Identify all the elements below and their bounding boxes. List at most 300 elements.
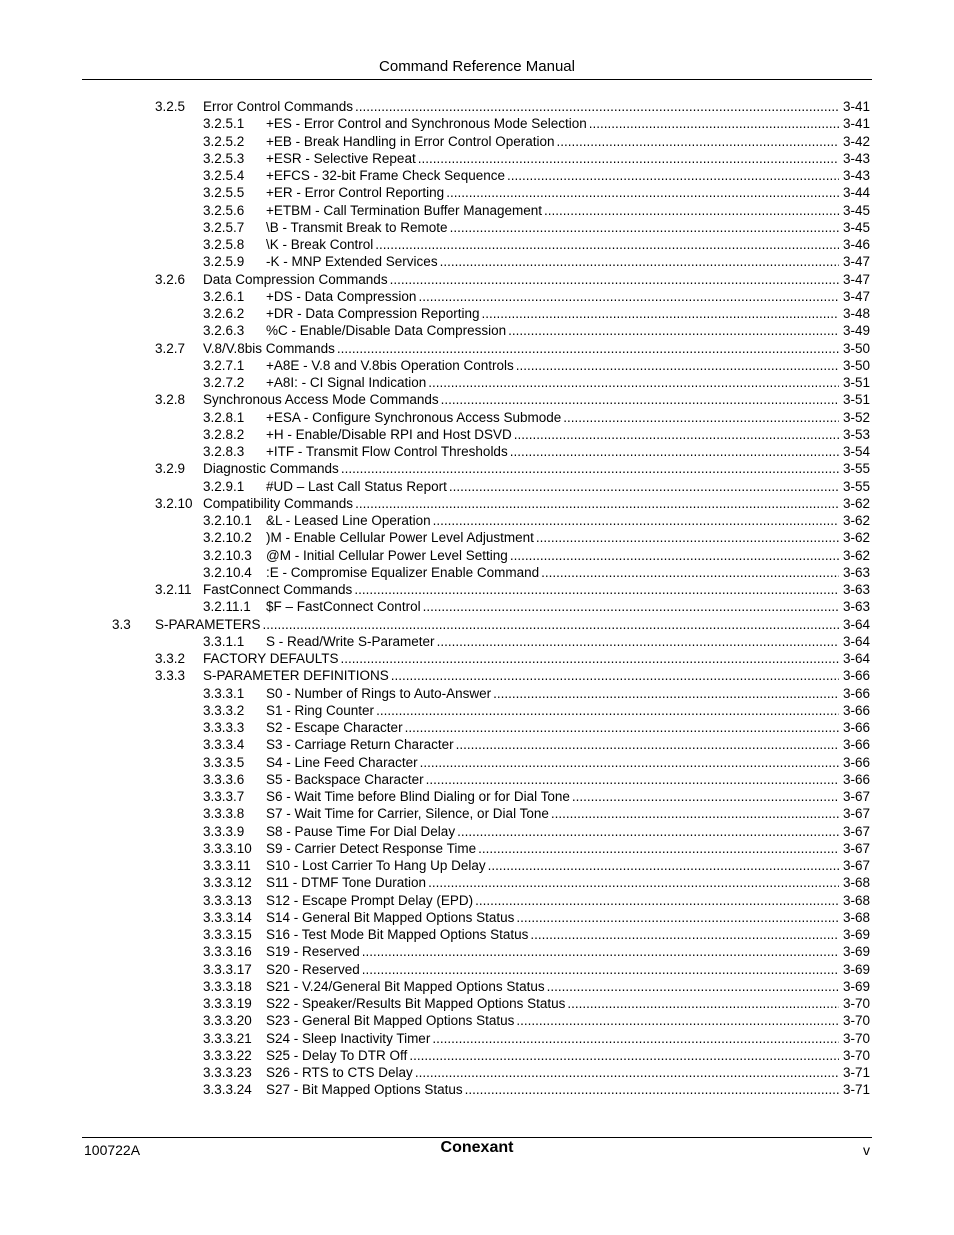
toc-entry[interactable] [0,736,954,753]
toc-entry[interactable] [0,598,954,615]
dot-leader [516,909,839,926]
dot-leader [488,857,839,874]
toc-entry-leader [266,512,839,529]
toc-entry[interactable] [0,253,954,270]
toc-entry-title: @M - Initial Cellular Power Level Setting [266,547,508,563]
header-rule [82,79,872,80]
dot-leader [354,581,839,598]
toc-entry[interactable] [0,443,954,460]
toc-entry-page: 3-67 [842,823,870,839]
dot-leader [516,1012,839,1029]
toc-entry[interactable] [0,167,954,184]
toc-entry-leader [266,202,839,219]
toc-entry-page: 3-67 [842,858,870,873]
toc-entry-title: %C - Enable/Disable Data Compression [266,323,507,339]
toc-entry-leader [266,426,839,443]
toc-entry-page: 3-50 [842,357,870,373]
toc-entry[interactable] [0,340,954,357]
dot-leader [375,236,839,253]
toc-entry-leader [266,357,839,374]
toc-entry-page: 3-70 [842,1030,870,1046]
toc-entry-number: 3.2.5.9 [203,254,245,270]
toc-entry-leader [266,840,839,857]
toc-entry-page: 3-64 [842,633,870,649]
toc-entry-leader [203,391,839,408]
toc-entry-number: 3.2.9 [155,461,186,477]
toc-entry-leader [266,685,839,702]
toc-entry-title: S6 - Wait Time before Blind Dialing or for Dial Tone [266,789,570,804]
dot-leader [530,926,839,943]
toc-entry-title: +ITF - Transmit Flow Control Thresholds [266,444,508,459]
toc-entry-number: 3.2.10.2 [203,530,252,546]
toc-entry[interactable] [0,840,954,857]
toc-entry-number: 3.3.3.9 [203,823,245,839]
dot-leader [557,133,839,150]
toc-entry-number: 3.2.7.2 [203,375,245,390]
toc-entry-leader [266,219,839,236]
toc-entry[interactable] [0,271,954,288]
toc-entry[interactable] [0,788,954,805]
toc-entry-page: 3-68 [842,892,870,908]
page-header-title: Command Reference Manual [379,58,575,75]
toc-entry-title: +A8I: - CI Signal Indication [266,375,427,390]
toc-entry[interactable] [0,115,954,132]
dot-leader [536,529,839,546]
toc-entry[interactable] [0,805,954,822]
toc-entry-page: 3-47 [842,271,870,287]
toc-entry-title: V.8/V.8bis Commands [203,340,335,356]
toc-entry-page: 3-51 [842,392,870,408]
toc-entry-page: 3-52 [842,409,870,425]
toc-entry-leader [266,529,839,546]
toc-entry-page: 3-41 [842,116,870,132]
toc-entry-number: 3.2.8.3 [203,444,245,459]
toc-entry-title: +EFCS - 32-bit Frame Check Sequence [266,168,505,183]
toc-entry-number: 3.2.5.4 [203,168,245,183]
toc-entry-title: S20 - Reserved [266,961,360,977]
toc-entry-page: 3-62 [842,495,870,511]
dot-leader [263,616,839,633]
toc-entry-page: 3-45 [842,202,870,218]
toc-entry-leader [266,1030,839,1047]
dot-leader [572,788,839,805]
toc-entry-title: S23 - General Bit Mapped Options Status [266,1013,515,1029]
toc-entry-leader [266,788,839,805]
dot-leader [433,512,839,529]
toc-entry-number: 3.3.3.20 [203,1013,252,1029]
toc-entry-page: 3-62 [842,513,870,528]
toc-entry-number: 3.2.5.8 [203,237,245,252]
toc-entry-leader [155,616,839,633]
toc-entry-leader [266,771,839,788]
toc-entry-leader [266,736,839,753]
dot-leader [418,150,839,167]
toc-entry-leader [266,926,839,943]
toc-entry-title: S22 - Speaker/Results Bit Mapped Options Status [266,996,566,1011]
toc-entry[interactable] [0,633,954,650]
toc-entry-title: Data Compression Commands [203,271,388,287]
dot-leader [405,719,839,736]
toc-entry-title: $F – FastConnect Control [266,599,421,615]
toc-entry-leader [203,340,839,357]
toc-entry-leader [266,874,839,891]
toc-entry-number: 3.3.3.13 [203,892,252,908]
toc-entry-number: 3.3.3.23 [203,1065,252,1080]
toc-entry[interactable] [0,460,954,477]
toc-entry-leader [266,1012,839,1029]
toc-entry-title: +EB - Break Handling in Error Control Operation [266,133,555,149]
toc-entry[interactable] [0,754,954,771]
toc-entry-leader [266,857,839,874]
toc-entry-leader [266,564,839,581]
dot-leader [567,995,839,1012]
dot-leader [563,409,839,426]
toc-entry[interactable] [0,995,954,1012]
toc-entry-title: S9 - Carrier Detect Response Time [266,840,477,856]
toc-entry-page: 3-69 [842,961,870,977]
toc-entry-page: 3-64 [842,651,870,666]
toc-entry-page: 3-68 [842,909,870,925]
toc-entry-number: 3.2.10.3 [203,547,252,563]
toc-entry-page: 3-42 [842,133,870,149]
toc-entry-title: Error Control Commands [203,99,354,114]
toc-entry-page: 3-66 [842,702,870,718]
toc-entry-page: 3-69 [842,978,870,994]
toc-entry-title: +DS - Data Compression [266,288,417,304]
toc-entry[interactable] [0,702,954,719]
dot-leader [478,840,839,857]
dot-leader [551,805,839,822]
toc-entry[interactable] [0,564,954,581]
dot-leader [544,202,839,219]
toc-entry-number: 3.3.3.4 [203,737,245,753]
toc-entry-title: S25 - Delay To DTR Off [266,1047,408,1063]
dot-leader [457,823,839,840]
dot-leader [516,357,839,374]
toc-entry-leader [266,322,839,339]
toc-entry-page: 3-68 [842,875,870,891]
toc-entry[interactable] [0,616,954,633]
toc-entry[interactable] [0,529,954,546]
toc-entry-page: 3-67 [842,806,870,822]
toc-entry[interactable] [0,685,954,702]
toc-entry-number: 3.2.8 [155,392,186,408]
toc-entry-number: 3.2.6.3 [203,323,245,339]
toc-entry-leader [203,460,839,477]
dot-leader [465,1081,839,1098]
toc-entry[interactable] [0,823,954,840]
toc-entry[interactable] [0,426,954,443]
dot-leader [493,685,839,702]
toc-entry-leader [266,995,839,1012]
toc-entry-leader [266,943,839,960]
dot-leader [420,754,839,771]
toc-entry-title: S24 - Sleep Inactivity Timer [266,1030,431,1046]
toc-entry-title: +DR - Data Compression Reporting [266,306,480,321]
dot-leader [355,98,839,115]
dot-leader [450,219,839,236]
toc-entry-leader [266,547,839,564]
toc-entry-leader [266,805,839,822]
toc-entry-number: 3.3.3.16 [203,944,252,960]
toc-entry-title: S - Read/Write S-Parameter [266,633,435,649]
toc-entry-leader [266,236,839,253]
dot-leader [409,1047,839,1064]
toc-entry-page: 3-63 [842,564,870,580]
toc-entry-leader [266,633,839,650]
toc-entry-leader [266,409,839,426]
dot-leader [423,598,839,615]
toc-entry-title: S21 - V.24/General Bit Mapped Options Status [266,978,545,994]
toc-entry-page: 3-66 [842,754,870,770]
toc-entry[interactable] [0,547,954,564]
footer-rule [82,1137,872,1138]
dot-leader [547,978,839,995]
dot-leader [426,771,839,788]
toc-entry-title: -K - MNP Extended Services [266,254,438,270]
toc-entry-leader [266,133,839,150]
dot-leader [337,340,839,357]
toc-entry-title: +ESA - Configure Synchronous Access Submode [266,409,562,425]
toc-entry[interactable] [0,391,954,408]
toc-entry-title: S4 - Line Feed Character [266,754,418,770]
toc-entry-title: FACTORY DEFAULTS [203,651,339,666]
dot-leader [428,874,839,891]
dot-leader [510,443,839,460]
toc-entry-number: 3.3.3.15 [203,927,252,942]
toc-entry-title: S19 - Reserved [266,944,360,960]
toc-entry[interactable] [0,892,954,909]
toc-entry-number: 3.2.5 [155,99,186,114]
toc-entry-number: 3.3.3.17 [203,961,252,977]
toc-entry-leader [203,667,839,684]
toc-entry-number: 3.3.1.1 [203,633,245,649]
toc-entry-leader [266,1081,839,1098]
toc-entry-number: 3.2.6.1 [203,288,245,304]
toc-entry-page: 3-67 [842,840,870,856]
dot-leader [446,184,839,201]
toc-entry-number: 3.3.3.21 [203,1030,252,1046]
toc-entry-number: 3.2.7 [155,340,186,356]
toc-entry-title: :E - Compromise Equalizer Enable Command [266,564,540,580]
toc-entry-number: 3.3.3.18 [203,978,252,994]
dot-leader [541,564,839,581]
toc-entry[interactable] [0,288,954,305]
toc-entry-page: 3-44 [842,185,870,201]
toc-entry[interactable] [0,495,954,512]
toc-entry-page: 3-55 [842,461,870,477]
table-of-contents [0,98,954,1099]
toc-entry-number: 3.3.3.7 [203,789,245,804]
toc-entry[interactable] [0,874,954,891]
toc-entry[interactable] [0,581,954,598]
toc-entry[interactable] [0,322,954,339]
dot-leader [440,253,839,270]
toc-entry-title: S7 - Wait Time for Carrier, Silence, or Dial Tone [266,806,549,822]
dot-leader [589,115,839,132]
toc-entry[interactable] [0,719,954,736]
toc-entry-number: 3.2.6.2 [203,306,245,321]
toc-entry-title: S10 - Lost Carrier To Hang Up Delay [266,858,486,873]
toc-entry-title: S12 - Escape Prompt Delay (EPD) [266,892,474,908]
toc-entry[interactable] [0,857,954,874]
toc-entry-title: +ESR - Selective Repeat [266,150,416,166]
toc-entry-number: 3.3.3.5 [203,754,245,770]
toc-entry-page: 3-62 [842,530,870,546]
toc-entry-page: 3-71 [842,1065,870,1080]
toc-entry-title: S-PARAMETER DEFINITIONS [203,668,389,684]
toc-entry-page: 3-62 [842,547,870,563]
toc-entry-leader [266,978,839,995]
toc-entry-number: 3.2.11.1 [203,599,251,615]
toc-entry-leader [203,650,839,667]
toc-entry-page: 3-66 [842,720,870,735]
toc-entry[interactable] [0,357,954,374]
toc-entry-title: S11 - DTMF Tone Duration [266,875,427,891]
dot-leader [415,1064,839,1081]
toc-entry[interactable] [0,512,954,529]
toc-entry[interactable] [0,650,954,667]
toc-entry-page: 3-69 [842,927,870,942]
document-number: 100722A [84,1142,141,1158]
toc-entry-page: 3-48 [842,306,870,321]
toc-entry[interactable] [0,667,954,684]
toc-entry-leader [266,115,839,132]
toc-entry-number: 3.2.11 [155,582,192,597]
toc-entry-leader [266,1047,839,1064]
toc-entry-title: Diagnostic Commands [203,461,339,477]
toc-entry[interactable] [0,98,954,115]
toc-entry-leader [266,374,839,391]
dot-leader [355,495,839,512]
toc-entry[interactable] [0,409,954,426]
toc-entry[interactable] [0,133,954,150]
dot-leader [418,288,839,305]
toc-entry-leader [266,184,839,201]
toc-entry-number: 3.3.3.2 [203,702,245,718]
toc-entry-title: S26 - RTS to CTS Delay [266,1065,413,1080]
toc-entry-title: Compatibility Commands [203,495,354,511]
toc-entry-title: )M - Enable Cellular Power Level Adjustment [266,530,534,546]
toc-entry[interactable] [0,909,954,926]
toc-entry-page: 3-63 [842,582,870,597]
toc-entry-title: +ETBM - Call Termination Buffer Management [266,202,542,218]
toc-entry[interactable] [0,305,954,322]
toc-entry-title: S0 - Number of Rings to Auto-Answer [266,685,492,701]
toc-entry-page: 3-66 [842,771,870,787]
toc-entry-title: S1 - Ring Counter [266,702,375,718]
toc-entry-title: S27 - Bit Mapped Options Status [266,1082,463,1098]
toc-entry[interactable] [0,184,954,201]
toc-entry-leader [266,1064,839,1081]
toc-entry-number: 3.2.5.6 [203,202,245,218]
toc-entry-number: 3.2.9.1 [203,478,245,494]
toc-entry[interactable] [0,943,954,960]
toc-entry-leader [266,719,839,736]
toc-entry-page: 3-43 [842,150,870,166]
toc-entry-page: 3-66 [842,737,870,753]
toc-entry-leader [266,443,839,460]
toc-entry-page: 3-67 [842,789,870,804]
dot-leader [376,702,839,719]
toc-entry-number: 3.3.3.12 [203,875,252,891]
toc-entry-page: 3-54 [842,444,870,459]
toc-entry[interactable] [0,1064,954,1081]
toc-entry[interactable] [0,771,954,788]
toc-entry-title: Synchronous Access Mode Commands [203,392,439,408]
toc-entry-page: 3-50 [842,340,870,356]
toc-entry-leader [266,305,839,322]
toc-entry-leader [266,909,839,926]
toc-entry[interactable] [0,961,954,978]
toc-entry-page: 3-49 [842,323,870,339]
toc-entry-page: 3-64 [842,616,870,632]
dot-leader [432,1030,839,1047]
toc-entry-page: 3-47 [842,254,870,270]
toc-entry-title: +H - Enable/Disable RPI and Host DSVD [266,426,512,442]
dot-leader [475,892,839,909]
toc-entry-leader [203,271,839,288]
toc-entry[interactable] [0,1012,954,1029]
toc-entry-leader [266,961,839,978]
toc-entry-leader [203,98,839,115]
toc-entry[interactable] [0,978,954,995]
toc-entry-number: 3.3.3.22 [203,1047,252,1063]
toc-entry[interactable] [0,1030,954,1047]
toc-entry[interactable] [0,150,954,167]
toc-entry-number: 3.3.3.1 [203,685,245,701]
toc-entry-title: #UD – Last Call Status Report [266,478,447,494]
toc-entry-number: 3.2.8.2 [203,426,245,442]
toc-entry[interactable] [0,926,954,943]
toc-entry-title: +ES - Error Control and Synchronous Mode Selection [266,116,587,132]
toc-entry-number: 3.3.3.14 [203,909,252,925]
dot-leader [341,650,839,667]
toc-entry-page: 3-70 [842,1013,870,1029]
toc-entry-title: S3 - Carriage Return Character [266,737,454,753]
toc-entry[interactable] [0,202,954,219]
toc-entry[interactable] [0,236,954,253]
dot-leader [362,961,839,978]
toc-entry-page: 3-63 [842,599,870,615]
toc-entry-number: 3.2.5.5 [203,185,245,201]
toc-entry-number: 3.2.5.3 [203,150,245,166]
toc-entry-leader [203,495,839,512]
toc-entry-page: 3-51 [842,375,870,390]
toc-entry-number: 3.2.10.1 [203,513,252,528]
toc-entry[interactable] [0,1047,954,1064]
toc-entry[interactable] [0,478,954,495]
toc-entry-number: 3.2.10 [155,495,193,511]
dot-leader [441,391,839,408]
toc-entry-page: 3-70 [842,996,870,1011]
toc-entry-title: S16 - Test Mode Bit Mapped Options Status [266,927,529,942]
toc-entry-page: 3-45 [842,219,870,235]
toc-entry-title: FastConnect Commands [203,582,353,597]
toc-entry-number: 3.3.3 [155,668,186,684]
toc-entry[interactable] [0,374,954,391]
toc-entry-leader [266,892,839,909]
dot-leader [507,167,839,184]
toc-entry[interactable] [0,1081,954,1098]
toc-entry-title: S14 - General Bit Mapped Options Status [266,909,515,925]
toc-entry-page: 3-55 [842,478,870,494]
dot-leader [428,374,839,391]
dot-leader [481,305,839,322]
toc-entry-number: 3.2.8.1 [203,409,245,425]
toc-entry[interactable] [0,219,954,236]
toc-entry-number: 3.3.3.19 [203,996,252,1011]
